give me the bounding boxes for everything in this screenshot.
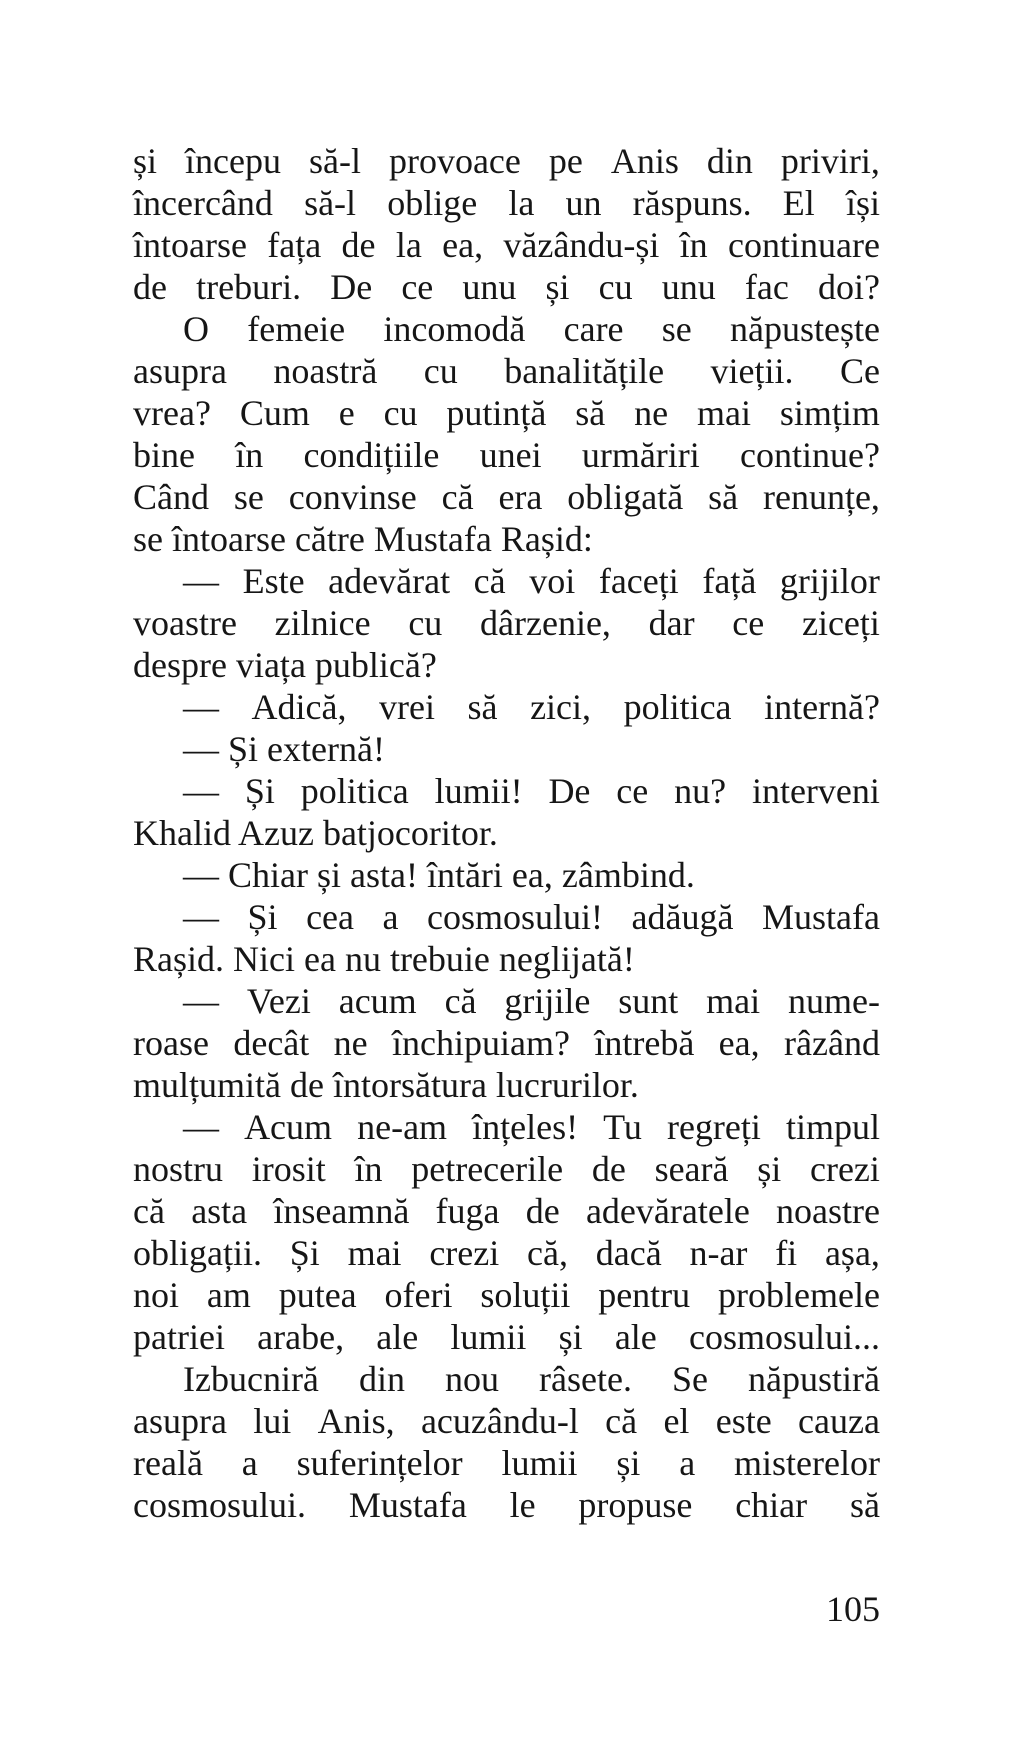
word: Se <box>672 1359 708 1399</box>
word: Tu <box>603 1107 642 1147</box>
word: înțeles! <box>472 1107 579 1147</box>
word: priviri, <box>780 141 880 181</box>
word: le <box>509 1485 536 1525</box>
word: să <box>467 687 498 727</box>
word: politica <box>300 771 409 811</box>
word: adevărat <box>328 561 451 601</box>
word: din <box>358 1359 405 1399</box>
word: oferi <box>384 1275 453 1315</box>
word: vrea? <box>133 393 211 433</box>
word: cauza <box>798 1401 880 1441</box>
word: în <box>354 1149 383 1189</box>
word: fuga <box>435 1191 500 1231</box>
word: ne <box>634 393 669 433</box>
word: zilnice <box>274 603 371 643</box>
text-line <box>133 1442 880 1484</box>
word: se <box>233 477 264 517</box>
word: așa, <box>824 1233 880 1273</box>
word: era <box>498 477 543 517</box>
word: grijile <box>504 981 591 1021</box>
word: ne-am <box>357 1107 448 1147</box>
word: — <box>183 561 219 601</box>
word: bine <box>133 435 195 475</box>
word: decât <box>233 1023 310 1063</box>
word: ale <box>376 1317 419 1357</box>
word: renunțe, <box>762 477 880 517</box>
word: de <box>591 1149 626 1189</box>
word: faceți <box>598 561 679 601</box>
text-line <box>133 602 880 644</box>
word: acuzându-l <box>420 1401 579 1441</box>
word: Și <box>244 771 275 811</box>
text-line <box>133 182 880 224</box>
word: acum <box>338 981 417 1021</box>
word: Ce <box>839 351 880 391</box>
word: unei <box>479 435 542 475</box>
word: care <box>563 309 624 349</box>
word: incomodă <box>383 309 526 349</box>
word: voi <box>529 561 576 601</box>
text-line <box>133 686 880 728</box>
word: lui <box>253 1401 292 1441</box>
word: noi <box>133 1275 180 1315</box>
word: de <box>341 225 376 265</box>
word: — <box>183 1107 219 1147</box>
text-line: Khalid Azuz batjocoritor. <box>133 813 498 853</box>
word: se <box>661 309 692 349</box>
word: obligată <box>567 477 684 517</box>
text-line <box>133 476 880 518</box>
word: și <box>133 141 158 181</box>
word: nu? <box>674 771 727 811</box>
word: interveni <box>751 771 880 811</box>
word: misterelor <box>734 1443 880 1483</box>
word: grijilor <box>779 561 880 601</box>
word: un <box>565 183 602 223</box>
word: adăugă <box>631 897 734 937</box>
text-line <box>133 1316 880 1358</box>
word: banalitățile <box>504 351 665 391</box>
word: ce <box>401 267 434 307</box>
word: ce <box>616 771 649 811</box>
word: ea, <box>718 1023 760 1063</box>
word: putea <box>278 1275 357 1315</box>
word: fi <box>775 1233 798 1273</box>
word: De <box>330 267 373 307</box>
word: a <box>679 1443 696 1483</box>
word: fața <box>267 225 322 265</box>
word: O <box>183 309 209 349</box>
word: cu <box>383 393 418 433</box>
word: cu <box>408 603 443 643</box>
word: Când <box>133 477 209 517</box>
word: — <box>183 897 219 937</box>
word: asta <box>191 1191 248 1231</box>
word: cosmosului! <box>427 897 604 937</box>
word: voastre <box>133 603 237 643</box>
word: dar <box>648 603 695 643</box>
word: Anis <box>610 141 679 181</box>
word: nou <box>445 1359 499 1399</box>
word: seară <box>654 1149 729 1189</box>
text-line <box>133 1148 880 1190</box>
word: ne <box>333 1023 368 1063</box>
text-line: despre viața publică? <box>133 645 437 685</box>
word: că <box>444 981 477 1021</box>
word: întrebă <box>594 1023 695 1063</box>
text-line <box>133 308 880 350</box>
word: să <box>849 1485 880 1525</box>
word: cu <box>423 351 458 391</box>
word: înseamnă <box>273 1191 410 1231</box>
word: — <box>183 771 219 811</box>
word: suferințelor <box>296 1443 463 1483</box>
word: adevăratele <box>585 1191 750 1231</box>
word: chiar <box>735 1485 808 1525</box>
word: ziceți <box>801 603 880 643</box>
word: vieții. <box>710 351 794 391</box>
word: cu <box>598 267 633 307</box>
word: Izbucniră <box>183 1359 319 1399</box>
word: lumii <box>450 1317 527 1357</box>
word: roase <box>133 1023 209 1063</box>
word: El <box>782 183 815 223</box>
word: noastră <box>273 351 378 391</box>
word: mai <box>706 981 761 1021</box>
word: Mustafa <box>348 1485 467 1525</box>
word: urmăriri <box>581 435 700 475</box>
word: vrei <box>379 687 435 727</box>
text-line <box>133 1484 880 1526</box>
word: în <box>679 225 708 265</box>
word: e <box>338 393 355 433</box>
word: zici, <box>530 687 592 727</box>
word: sunt <box>618 981 679 1021</box>
word: obligații. <box>133 1233 262 1273</box>
word: răspuns. <box>632 183 752 223</box>
word: că <box>605 1401 638 1441</box>
word: și <box>616 1443 641 1483</box>
word: năpustiră <box>748 1359 880 1399</box>
word: mai <box>347 1233 402 1273</box>
text-line <box>133 770 880 812</box>
word: și <box>545 267 570 307</box>
word: a <box>382 897 399 937</box>
word: el <box>663 1401 690 1441</box>
word: arabe, <box>257 1317 345 1357</box>
word: fac <box>744 267 789 307</box>
word: de <box>133 267 167 307</box>
text-line: se întoarse către Mustafa Rașid: <box>133 519 593 559</box>
text-line: mulțumită de întorsătura lucrurilor. <box>133 1065 639 1105</box>
text-line <box>133 896 880 938</box>
text-line <box>133 266 880 308</box>
word: dacă <box>595 1233 662 1273</box>
word: și <box>757 1149 782 1189</box>
word: mai <box>697 393 751 433</box>
word: irosit <box>251 1149 326 1189</box>
word: ce <box>732 603 765 643</box>
word: — <box>183 687 219 727</box>
word: Anis, <box>317 1401 395 1441</box>
text-line <box>133 1274 880 1316</box>
page-text-block <box>133 140 880 1526</box>
word: să <box>708 477 739 517</box>
word: față <box>702 561 757 601</box>
text-line <box>133 560 880 602</box>
text-line <box>133 140 880 182</box>
text-line <box>133 392 880 434</box>
word: politica <box>623 687 732 727</box>
word: năpustește <box>730 309 880 349</box>
word: că, <box>527 1233 568 1273</box>
word: a <box>241 1443 258 1483</box>
word: din <box>706 141 753 181</box>
word: nume- <box>788 981 880 1021</box>
word: treburi. <box>196 267 302 307</box>
word: asupra <box>133 1401 227 1441</box>
word: propuse <box>578 1485 693 1525</box>
word: să <box>575 393 606 433</box>
word: Mustafa <box>761 897 880 937</box>
word: putință <box>446 393 547 433</box>
word: este <box>715 1401 772 1441</box>
word: crezi <box>809 1149 880 1189</box>
word: internă? <box>764 687 880 727</box>
word: întoarse <box>133 225 247 265</box>
word: să-l <box>308 141 361 181</box>
word: Și <box>247 897 278 937</box>
word: provoace <box>388 141 521 181</box>
word: unu <box>661 267 716 307</box>
word: dârzenie, <box>480 603 611 643</box>
word: cosmosului... <box>688 1317 880 1357</box>
word: lumii! <box>434 771 523 811</box>
word: râsete. <box>539 1359 632 1399</box>
text-line <box>133 1190 880 1232</box>
word: începu <box>185 141 281 181</box>
word: unu <box>462 267 517 307</box>
word: asupra <box>133 351 227 391</box>
text-line <box>133 1400 880 1442</box>
word: cosmosului. <box>133 1485 307 1525</box>
word: Adică, <box>251 687 347 727</box>
word: Cum <box>239 393 310 433</box>
word: că <box>133 1191 165 1231</box>
word: că <box>473 561 506 601</box>
word: n-ar <box>689 1233 748 1273</box>
word: Acum <box>244 1107 333 1147</box>
word: Este <box>242 561 305 601</box>
word: Și <box>289 1233 320 1273</box>
word: ale <box>614 1317 657 1357</box>
word: problemele <box>718 1275 880 1315</box>
word: că <box>441 477 474 517</box>
word: încercând <box>133 183 273 223</box>
word: femeie <box>247 309 346 349</box>
text-line <box>133 224 880 266</box>
word: timpul <box>785 1107 880 1147</box>
text-line <box>133 434 880 476</box>
word: pentru <box>598 1275 691 1315</box>
word: crezi <box>429 1233 500 1273</box>
text-line <box>133 1232 880 1274</box>
word: noastre <box>776 1191 880 1231</box>
word: cea <box>306 897 354 937</box>
word: continuare <box>728 225 880 265</box>
word: De <box>548 771 591 811</box>
word: oblige <box>387 183 478 223</box>
word: doi? <box>817 267 880 307</box>
text-line: — Chiar și asta! întări ea, zâmbind. <box>183 855 695 895</box>
word: pe <box>548 141 583 181</box>
word: soluții <box>480 1275 571 1315</box>
word: își <box>845 183 880 223</box>
word: lumii <box>501 1443 578 1483</box>
text-line <box>133 1022 880 1064</box>
text-line: — Și externă! <box>183 729 385 769</box>
text-line <box>133 1106 880 1148</box>
word: convinse <box>288 477 417 517</box>
word: regreți <box>666 1107 761 1147</box>
text-line <box>133 1358 880 1400</box>
page-number: 105 <box>826 1589 880 1629</box>
word: închipuiam? <box>392 1023 570 1063</box>
word: ea, <box>442 225 484 265</box>
word: la <box>508 183 535 223</box>
word: continue? <box>740 435 880 475</box>
word: râzând <box>784 1023 880 1063</box>
word: petrecerile <box>411 1149 564 1189</box>
word: la <box>395 225 422 265</box>
word: în <box>235 435 264 475</box>
word: patriei <box>133 1317 225 1357</box>
word: Vezi <box>246 981 311 1021</box>
word: simțim <box>779 393 880 433</box>
word: nostru <box>133 1149 223 1189</box>
word: condițiile <box>303 435 440 475</box>
word: am <box>206 1275 251 1315</box>
text-line <box>133 350 880 392</box>
word: — <box>183 981 219 1021</box>
word: văzându-și <box>503 225 660 265</box>
word: de <box>525 1191 560 1231</box>
word: și <box>558 1317 583 1357</box>
text-line <box>133 980 880 1022</box>
text-line: Rașid. Nici ea nu trebuie neglijată! <box>133 939 635 979</box>
word: să-l <box>304 183 357 223</box>
word: reală <box>133 1443 203 1483</box>
